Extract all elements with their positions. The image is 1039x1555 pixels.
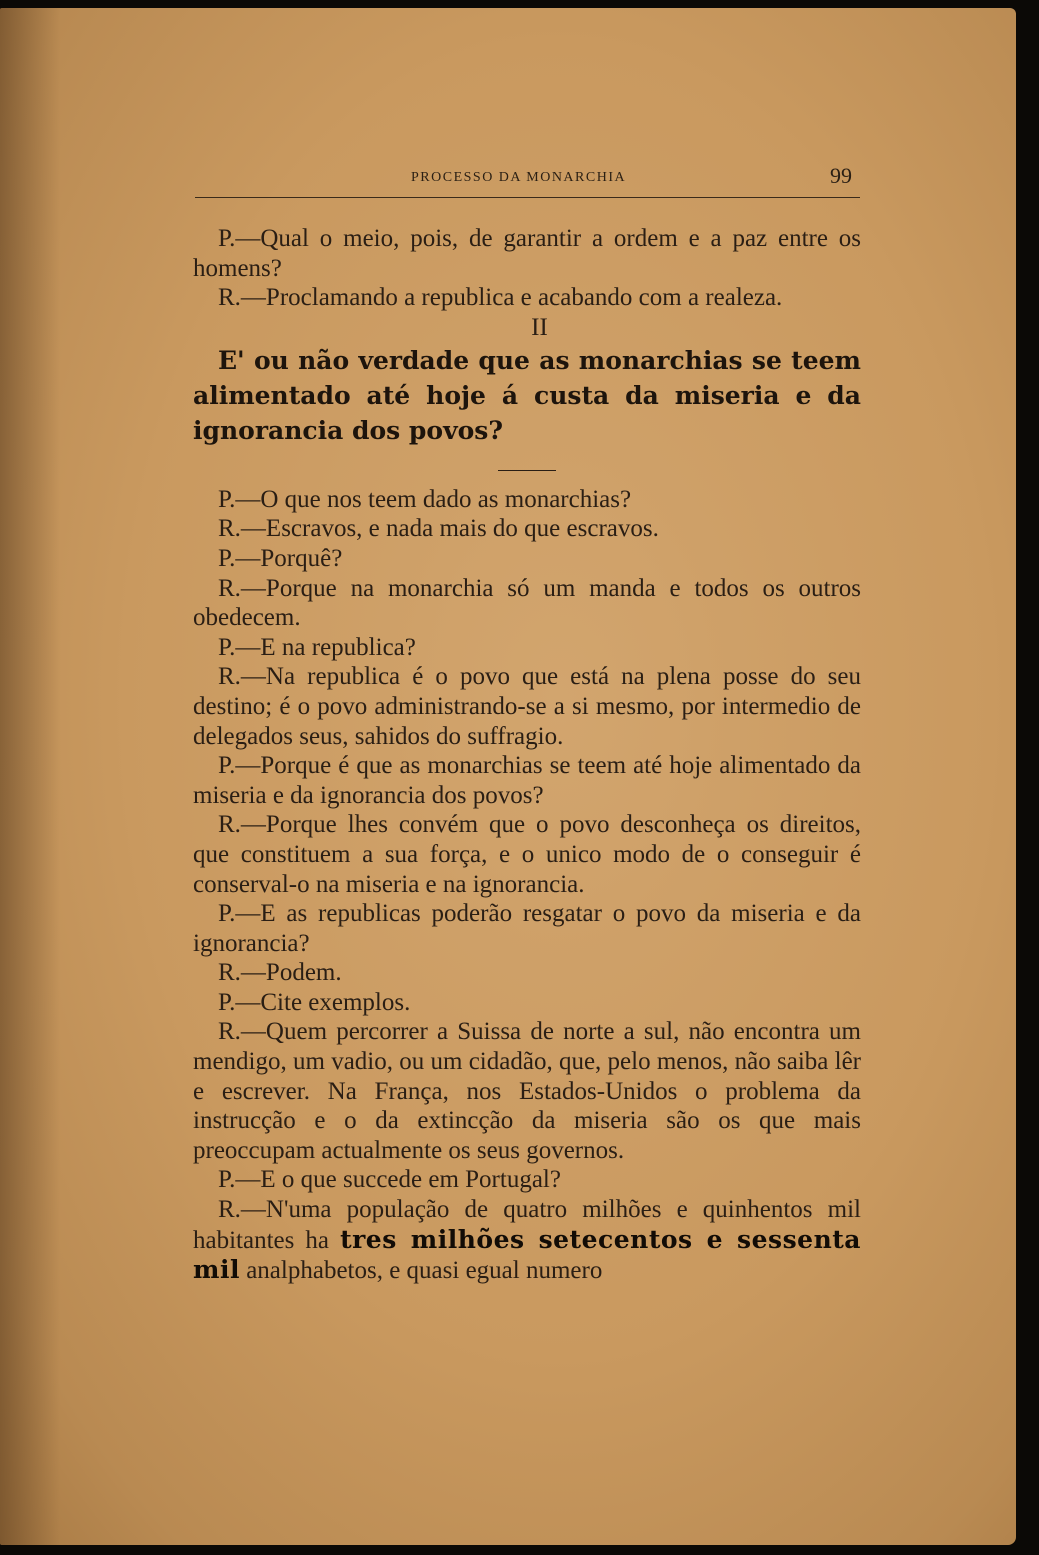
last-line-start: R.—N'uma população de quatro milhões e quinhentos mil habitantes ha [193,1196,861,1254]
page-number: 99 [830,163,852,188]
dialogue-line: R.—Na republica é o povo que está na plena posse do seu destino; é o povo administrando-se a si mesmo, por intermedio de delegados seus, sahidos do suffragio. [193,663,861,750]
page-header [195,163,860,198]
dialogue-line: P.—Porque é que as monarchias se teem até hoje alimentado da miseria e da ignorancia dos povos? [193,752,861,809]
dialogue-line: R.—Escravos, e nada mais do que escravos. [218,515,659,543]
body-text [193,224,861,1286]
dialogue-line: P.—O que nos teem dado as monarchias? [218,485,632,513]
dialogue-line: R.—Quem percorrer a Suissa de norte a sul, não encontra um mendigo, um vadio, ou um cidadão, que, pelo menos, não saiba lêr e escrever. Na França, nos Estados-Unidos o problema da instrucção e o da extincção da miseria são os que mais preoccupam actualmente os seus governos. [193,1018,861,1164]
dialogue-line: R.—Porque lhes convém que o povo desconheça os direitos, que constituem a sua força, e o unico modo de o conseguir é conserval-o na miseria e na ignorancia. [193,811,861,898]
dialogue-line: R.—Proclamando a republica e acabando com a realeza. [218,284,783,312]
dialogue-line: P.—E o que succede em Portugal? [218,1166,561,1194]
dialogue-line: P.—Cite exemplos. [218,988,411,1016]
dialogue-line: P.—E na republica? [218,633,416,661]
dialogue-line: P.—Qual o meio, pois, de garantir a ordem e a paz entre os homens? [193,225,861,282]
dialogue-line: P.—E as republicas poderão resgatar o povo da miseria e da ignorancia? [193,900,861,957]
divider [498,470,556,471]
dialogue-line: P.—Porquê? [218,544,343,572]
dialogue-line: R.—Podem. [218,959,342,987]
book-page [0,8,1016,1545]
last-line-end: analphabetos, e quasi egual numero [239,1257,603,1285]
dialogue-line: R.—Porque na monarchia só um manda e todos os outros obedecem. [193,574,861,632]
section-number: II [531,313,548,341]
emphasized-figure: tres milhões setecentos e sessenta mil [193,1224,861,1285]
running-title: PROCESSO DA MONARCHIA [411,170,627,185]
dialogue-line-last [193,1195,861,1286]
section-heading: E' ou não verdade que as monarchias se teem alimentado até hoje á custa da miseria e da ignorancia dos povos? [193,345,861,445]
